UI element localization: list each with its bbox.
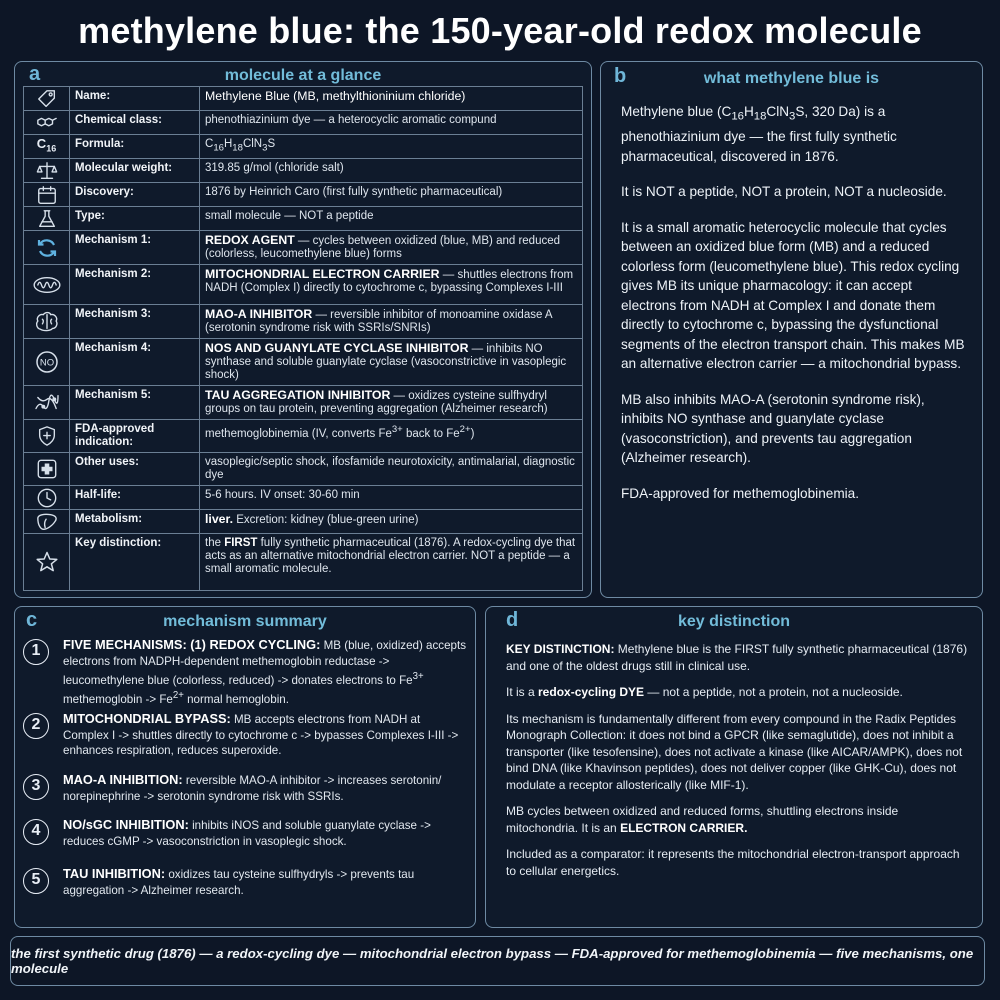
table-row <box>24 305 583 339</box>
mechanism-text: TAU INHIBITION: oxidizes tau cysteine sulfhydryls -> prevents tau aggregation -> Alzheimer research. <box>63 866 415 897</box>
panel-title: what methylene blue is <box>703 70 880 87</box>
paragraph: FDA-approved for methemoglobinemia. <box>621 485 860 501</box>
row-key: Mechanism 5: <box>70 386 200 420</box>
row-key: Half-life: <box>70 486 200 510</box>
paragraph: Included as a comparator: it represents the mitochondrial electron-transport approach to cellular energetics. <box>506 847 960 878</box>
table-row <box>24 111 583 135</box>
row-value: 319.85 g/mol (chloride salt) <box>200 159 583 183</box>
panel-mechanism-summary <box>14 606 476 928</box>
mechanism-text: MITOCHONDRIAL BYPASS: MB accepts electrons from NADH at Complex I -> shuttles directly to cytochrome c -> bypasses Complexes I-III -> enhances respiration, reduces superoxide. <box>63 711 459 757</box>
molecule-icon <box>24 112 69 134</box>
mechanism-item <box>23 772 469 804</box>
step-number: 1 <box>23 639 49 665</box>
panel-molecule-at-a-glance <box>14 61 592 598</box>
panel-body <box>621 102 966 519</box>
step-number: 5 <box>23 868 49 894</box>
step-number: 3 <box>23 774 49 800</box>
footer-banner <box>10 936 985 986</box>
carbon-formula-icon: $C_{16}$ <box>36 136 57 154</box>
protein-tangle-icon <box>24 392 69 414</box>
mechanism-text: FIVE MECHANISMS: (1) REDOX CYCLING: MB (blue, oxidized) accepts electrons from NADPH-dependent methemoglobin reductase -> leucomethylene blue (colorless, reduced) -> donates electrons to $Fe^{3+}$ methemoglobin -> $Fe^{2+}$ normal hemoglobin. <box>63 637 467 707</box>
row-key: FDA-approved indication: <box>70 420 200 453</box>
paragraph: It is NOT a peptide, NOT a protein, NOT a nucleoside. <box>621 184 947 200</box>
panel-label: a <box>29 63 41 85</box>
paragraph: MB also inhibits MAO-A (serotonin syndrome risk), inhibits NO synthase and guanylate cyclase (vasoconstriction), and prevents tau aggregation (Alzheimer research). <box>621 391 925 466</box>
table-row <box>24 183 583 207</box>
footer-text: the first synthetic drug (1876) — a redox-cycling dye — mitochondrial electron bypass — FDA-approved for methemoglobinemia — five mechanisms, one molecule <box>11 946 974 976</box>
row-value: TAU AGGREGATION INHIBITOR — oxidizes cysteine sulfhydryl groups on tau protein, preventing aggregation (Alzheimer research) <box>200 386 583 420</box>
row-value: MAO-A INHIBITOR — reversible inhibitor of monoamine oxidase A (serotonin syndrome risk with SSRIs/SNRIs) <box>200 305 583 339</box>
paragraph: Its mechanism is fundamentally different from every compound in the Radix Peptides Monograph Collection: it does not bind a GPCR (like semaglutide), does not inhibit a transporter (like tesofensine), does not activate a kinase (like AICAR/AMPK), does not bind DNA (like Khavinson peptides), does not deliver copper (like GHK-Cu), does not modulate a receptor allosterically (like MIF-1). <box>506 711 963 792</box>
panel-label: d <box>506 609 519 631</box>
row-key: Metabolism: <box>70 510 200 534</box>
row-key: Formula: <box>70 135 200 159</box>
paragraph: Methylene blue ($C_{16}H_{18}ClN_3S$, 320 Da) is a phenothiazinium dye — the first fully synthetic pharmaceutical, discovered in 1876. <box>621 104 897 164</box>
paragraph: It is a redox-cycling DYE — not a peptide, not a protein, not a nucleoside. <box>506 685 903 699</box>
panel-title: key distinction <box>677 613 791 630</box>
row-value: NOS AND GUANYLATE CYCLASE INHIBITOR — inhibits NO synthase and soluble guanylate cyclase (vasoconstrictive in vasoplegic shock) <box>200 339 583 386</box>
table-row <box>24 87 583 111</box>
calendar-icon <box>24 184 69 206</box>
no-circle-icon <box>24 350 69 374</box>
table-row <box>24 510 583 534</box>
row-value: methemoglobinemia (IV, converts $Fe^{3+}$ back to $Fe^{2+}$) <box>200 420 583 453</box>
row-value: phenothiazinium dye — a heterocyclic aromatic compund <box>200 111 583 135</box>
row-key: Other uses: <box>70 453 200 486</box>
panel-title: molecule at a glance <box>224 67 382 84</box>
row-value: Methylene Blue (MB, methylthioninium chloride) <box>200 87 583 111</box>
row-key: Chemical class: <box>70 111 200 135</box>
row-key: Mechanism 4: <box>70 339 200 386</box>
mechanism-item <box>23 711 469 759</box>
row-value: 5-6 hours. IV onset: 30-60 min <box>200 486 583 510</box>
row-value: 1876 by Heinrich Caro (first fully synthetic pharmaceutical) <box>200 183 583 207</box>
medical-cross-icon <box>24 458 69 480</box>
panel-label: c <box>26 609 38 631</box>
star-icon <box>24 550 69 574</box>
row-key: Molecular weight: <box>70 159 200 183</box>
cycle-icon <box>24 236 69 260</box>
row-key: Type: <box>70 207 200 231</box>
table-row <box>24 265 583 305</box>
row-key: Mechanism 2: <box>70 265 200 305</box>
row-key: Mechanism 1: <box>70 231 200 265</box>
mechanism-item <box>23 866 469 898</box>
mitochondrion-icon <box>24 274 69 296</box>
mechanism-text: MAO-A INHIBITION: reversible MAO-A inhibitor -> increases serotonin/ norepinephrine -> serotonin syndrome risk with SSRIs. <box>63 772 442 803</box>
brain-icon <box>24 311 69 333</box>
row-value: liver. Excretion: kidney (blue-green urine) <box>200 510 583 534</box>
shield-plus-icon <box>24 425 69 447</box>
panel-what-methylene-blue-is <box>600 61 983 598</box>
row-key: Mechanism 3: <box>70 305 200 339</box>
table-row <box>24 231 583 265</box>
mechanism-item <box>23 817 469 849</box>
row-key: Key distinction: <box>70 534 200 591</box>
table-row <box>24 159 583 183</box>
panel-label: b <box>614 65 627 87</box>
table-row <box>24 386 583 420</box>
table-row <box>24 486 583 510</box>
paragraph: MB cycles between oxidized and reduced forms, shuttling electrons inside mitochondria. It is an ELECTRON CARRIER. <box>506 804 899 835</box>
table-row <box>24 534 583 591</box>
panel-title: mechanism summary <box>163 613 327 630</box>
row-value: small molecule — NOT a peptide <box>200 207 583 231</box>
table-row <box>24 339 583 386</box>
row-key: Discovery: <box>70 183 200 207</box>
svg-text:NO: NO <box>39 357 54 369</box>
table-row <box>24 135 583 159</box>
table-row <box>24 453 583 486</box>
liver-icon <box>24 511 69 533</box>
table-row <box>24 420 583 453</box>
clock-icon <box>24 487 69 509</box>
table-row <box>24 207 583 231</box>
scale-icon <box>24 160 69 182</box>
panel-key-distinction <box>485 606 983 928</box>
tag-icon <box>24 88 69 110</box>
step-number: 2 <box>23 713 49 739</box>
step-number: 4 <box>23 819 49 845</box>
row-value: vasoplegic/septic shock, ifosfamide neurotoxicity, antimalarial, diagnostic dye <box>200 453 583 486</box>
row-key: Name: <box>70 87 200 111</box>
row-value: MITOCHONDRIAL ELECTRON CARRIER — shuttles electrons from NADH (Complex I) directly to cytochrome c, bypassing Complexes I-III <box>200 265 583 305</box>
properties-table <box>23 86 583 591</box>
page-title: methylene blue: the 150-year-old redox molecule <box>78 10 922 51</box>
paragraph: It is a small aromatic heterocyclic molecule that cycles between an oxidized blue form (MB) and a reduced colorless form (leucomethylene blue). This redox cycling gives MB its unique pharmacology: it can accept electrons from NADH at Complex I and donate them directly to cytochrome c, bypassing the dysfunctional segments of the electron transport chain. This makes MB an alternative electron carrier — a mitochondrial bypass. <box>621 219 965 372</box>
row-value: REDOX AGENT — cycles between oxidized (blue, MB) and reduced (colorless, leucomethylene blue) forms <box>200 231 583 265</box>
mechanism-item <box>23 637 469 708</box>
row-value: $C_{16}H_{18}ClN_3S$ <box>200 135 583 159</box>
mechanism-text: NO/sGC INHIBITION: inhibits iNOS and soluble guanylate cyclase -> reduces cGMP -> vasoconstriction in vasoplegic shock. <box>63 817 431 848</box>
paragraph: KEY DISTINCTION: Methylene blue is the FIRST fully synthetic pharmaceutical (1876) and one of the oldest drugs still in clinical use. <box>506 642 968 673</box>
row-value: the FIRST fully synthetic pharmaceutical (1876). A redox-cycling dye that acts as an alternative mitochondrial electron carrier. NOT a peptide — a small aromatic molecule. <box>200 534 583 591</box>
panel-body <box>506 641 968 889</box>
flask-icon <box>24 208 69 230</box>
